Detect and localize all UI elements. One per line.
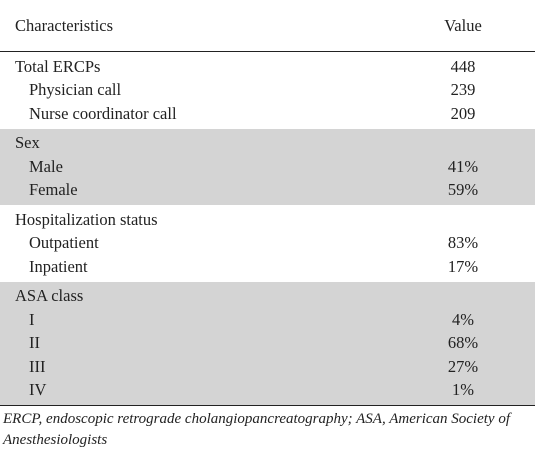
table-row (0, 132, 535, 156)
table-footnote: ERCP, endoscopic retrograde cholangiopancreatography; ASA, American Society of Anesthesiologists (0, 405, 535, 451)
row-value: 68% (447, 333, 479, 353)
row-label: Inpatient (29, 256, 88, 276)
group-asa-class (0, 282, 535, 406)
table-row (0, 255, 535, 279)
row-value: 83% (447, 233, 479, 253)
row-label: Physician call (29, 80, 122, 100)
header-value: Value (444, 15, 482, 35)
row-label: Male (29, 156, 63, 176)
row-label: Total ERCPs (15, 56, 101, 76)
row-value: 448 (450, 56, 476, 76)
table-row (0, 55, 535, 79)
row-label: III (29, 356, 46, 376)
group-hospitalization-status (0, 205, 535, 282)
row-value: 59% (447, 180, 479, 200)
table-row (0, 379, 535, 403)
row-value: 1% (452, 380, 474, 400)
header-characteristics: Characteristics (15, 15, 114, 35)
row-value: 239 (450, 80, 476, 100)
table-header (0, 0, 535, 52)
group-sex (0, 129, 535, 206)
table-row (0, 308, 535, 332)
row-label: Nurse coordinator call (29, 103, 177, 123)
table-row (0, 208, 535, 232)
row-label: Outpatient (29, 233, 99, 253)
table-row (0, 332, 535, 356)
table-row (0, 355, 535, 379)
table-row (0, 179, 535, 203)
row-value: 209 (450, 103, 476, 123)
row-value: 4% (452, 309, 474, 329)
row-label: IV (29, 380, 47, 400)
table-row (0, 232, 535, 256)
row-label: ASA class (15, 286, 84, 306)
row-label: I (29, 309, 35, 329)
table-row (0, 79, 535, 103)
row-value: 17% (447, 256, 479, 276)
table-row (0, 155, 535, 179)
table-row (0, 102, 535, 126)
row-label: II (29, 333, 40, 353)
group-total-ercps (0, 52, 535, 129)
table-row (0, 285, 535, 309)
row-label: Female (29, 180, 78, 200)
row-value: 27% (447, 356, 479, 376)
row-label: Hospitalization status (15, 209, 158, 229)
row-value: 41% (447, 156, 479, 176)
row-label: Sex (15, 133, 40, 153)
